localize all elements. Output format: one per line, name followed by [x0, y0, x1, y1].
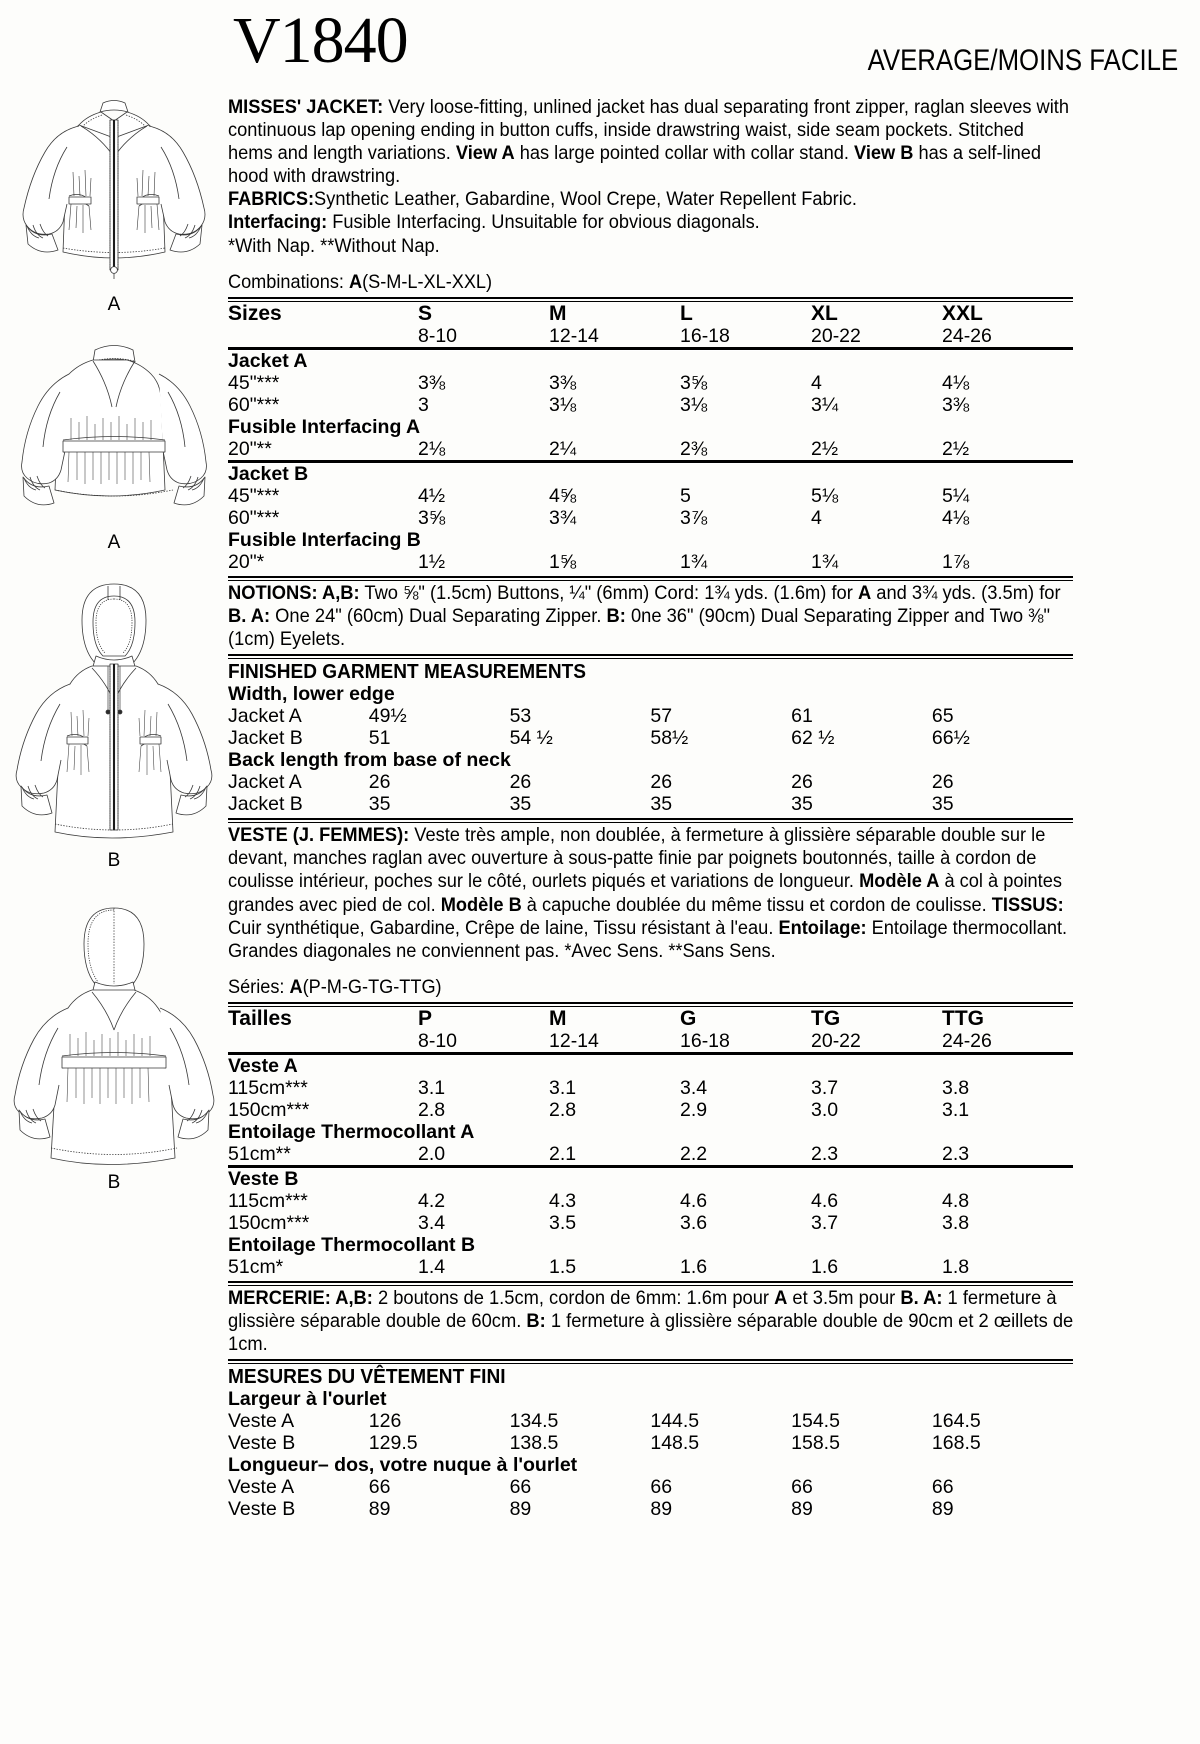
table-row [228, 485, 1073, 507]
row-value: 2.9 [680, 1098, 708, 1121]
table-row [228, 507, 1073, 529]
row-value: 35 [650, 793, 673, 816]
row-value: 26 [368, 771, 391, 794]
row-value: 168.5 [931, 1432, 981, 1455]
row-value: 4½ [418, 484, 446, 507]
row-value: 53 [509, 705, 532, 728]
series-sizes: (P-M-G-TG-TTG) [302, 975, 442, 998]
row-value: 57 [650, 705, 673, 728]
illustration-label: A [107, 532, 121, 553]
row-value: 3.5 [549, 1211, 577, 1234]
row-value: 4.3 [549, 1189, 577, 1212]
row-value: 3.7 [811, 1076, 839, 1099]
table-row [228, 1410, 1073, 1432]
row-value: 66 [650, 1476, 673, 1499]
row-value: 1.4 [418, 1255, 446, 1278]
table-row [228, 551, 1073, 573]
row-value: 3 [418, 393, 429, 416]
table-row [228, 771, 1073, 793]
row-value: 138.5 [509, 1432, 559, 1455]
content-column [228, 96, 1073, 1520]
table-row [228, 793, 1073, 815]
row-value: 2.0 [418, 1142, 446, 1165]
row-value: 3¾ [549, 506, 577, 529]
column-header-number: 12-14 [549, 1029, 599, 1052]
row-value: 2⅜ [680, 437, 708, 460]
row-value: 26 [650, 771, 673, 794]
table-group-title-row [228, 529, 1073, 551]
group-title: Veste A [228, 1053, 1073, 1077]
row-value: 58½ [650, 727, 689, 750]
table-group-title-row [228, 1234, 1073, 1256]
row-value: 144.5 [650, 1410, 700, 1433]
group-title: Largeur à l'ourlet [228, 1388, 387, 1411]
row-value: 2.1 [549, 1142, 577, 1165]
row-value: 126 [368, 1410, 402, 1433]
row-value: 89 [509, 1498, 532, 1521]
english-finished-title: FINISHED GARMENT MEASUREMENTS [228, 660, 587, 684]
row-label: Veste B [228, 1498, 296, 1521]
row-value: 3⅜ [549, 371, 577, 394]
combinations-label: Combinations: [228, 270, 344, 293]
finished-rule [228, 654, 1073, 659]
row-label: 51cm** [228, 1142, 291, 1165]
group-title: Back length from base of neck [228, 749, 511, 772]
illustration-view-b-back [0, 902, 228, 1192]
row-value: 89 [791, 1498, 813, 1521]
table-group-title-row [228, 1121, 1073, 1143]
row-value: 164.5 [931, 1410, 981, 1433]
series-code: A [289, 975, 303, 998]
row-value: 3.0 [811, 1098, 839, 1121]
row-value: 2.8 [549, 1098, 577, 1121]
row-label: 150cm*** [228, 1098, 310, 1121]
row-value: 66 [791, 1476, 813, 1499]
row-label: Veste A [228, 1476, 295, 1499]
difficulty-label: AVERAGE/MOINS FACILE [867, 44, 1178, 77]
group-title: Jacket A [228, 348, 1073, 372]
row-label: 60"*** [228, 506, 280, 529]
row-value: 26 [509, 771, 532, 794]
french-rule [228, 818, 1073, 823]
table-row [228, 1190, 1073, 1212]
illustration-view-a-back [0, 330, 228, 552]
table-subheader-row [228, 1030, 1073, 1054]
row-label: Veste A [228, 1410, 295, 1433]
row-value: 49½ [368, 705, 407, 728]
combinations-code: A [348, 270, 363, 293]
column-header-number: 16-18 [680, 1029, 730, 1052]
row-label: Jacket A [228, 771, 302, 794]
spacer-cell [228, 1030, 418, 1054]
row-value: 2.8 [418, 1098, 446, 1121]
row-value: 35 [509, 793, 532, 816]
row-value: 1.6 [811, 1255, 839, 1278]
row-label: Jacket B [228, 793, 303, 816]
english-description: MISSES' JACKET: Very loose-fitting, unlined jacket has dual separating front zipper, raglan sleeves with continuous lap opening ending in button cuffs, inside drawstring waist, side seam pockets. Stitched hems and length variations. View A has large pointed collar with collar stand. View B has a self-lined hood with drawstring. FABRICS:Synthetic Leather, Gabardine, Wool Crepe, Water Repellent Fabric. Interfacing: Fusible Interfacing. Unsuitable for obvious diagonals. *With Nap. **Without Nap. [228, 96, 1069, 257]
english-finished-body [228, 683, 1073, 815]
table-group-title-row [228, 461, 1073, 485]
row-value: 26 [931, 771, 954, 794]
illustration-label: A [107, 294, 121, 315]
group-title: Fusible Interfacing A [228, 415, 421, 438]
row-value: 4 [811, 371, 822, 394]
table-header-row [228, 1008, 1073, 1030]
row-value: 66½ [931, 727, 970, 750]
row-value: 1.8 [942, 1255, 970, 1278]
row-value: 1⅝ [549, 550, 577, 573]
column-header-size: P [418, 1006, 433, 1030]
column-header-number: 20-22 [811, 1029, 861, 1052]
table-row [228, 1077, 1073, 1099]
row-value: 2⅛ [418, 437, 446, 460]
row-label: 150cm*** [228, 1211, 310, 1234]
row-value: 154.5 [791, 1410, 840, 1433]
row-value: 3⅜ [942, 393, 970, 416]
table-row [228, 1099, 1073, 1121]
table-row [228, 394, 1073, 416]
row-value: 3⅛ [549, 393, 577, 416]
column-header-size: S [418, 301, 433, 325]
row-value: 4.6 [680, 1189, 708, 1212]
illustration-column [0, 92, 228, 1382]
row-value: 134.5 [509, 1410, 559, 1433]
row-value: 3.8 [942, 1076, 970, 1099]
column-header-label: Sizes [228, 301, 282, 325]
row-value: 4.6 [811, 1189, 839, 1212]
mercerie-rule [228, 1281, 1073, 1286]
table-group-title-row [228, 683, 1073, 705]
row-label: 60"*** [228, 393, 280, 416]
row-value: 5 [680, 484, 691, 507]
french-description: VESTE (J. FEMMES): Veste très ample, non doublée, à fermeture à glissière séparable double sur le devant, manches raglan avec ouverture à sous-patte finie par poignets boutonnés, taille à cordon de coulisse intérieur, poches sur le côté, ourlets piqués et variations de longueur. Modèle A à col à pointes grandes avec pied de col. Modèle B à capuche doublée du même tissu et cordon de coulisse. TISSUS: Cuir synthétique, Gabardine, Crêpe de laine, Tissu résistant à l'eau. Entoilage: Entoilage thermocollant. Grandes diagonales ne conviennent pas. *Avec Sens. **Sans Sens. [228, 824, 1068, 962]
table-row [228, 1256, 1073, 1278]
column-header-number: 8-10 [418, 1029, 458, 1052]
technical-drawing-a-back [9, 330, 219, 530]
column-header-size: TG [811, 1006, 841, 1030]
column-header-number: 20-22 [811, 324, 861, 347]
row-value: 1.5 [549, 1255, 577, 1278]
row-value: 5⅛ [811, 484, 839, 507]
row-value: 62 ½ [791, 727, 835, 750]
table-group-title-row [228, 1166, 1073, 1190]
row-value: 2½ [811, 437, 839, 460]
spacer-cell [228, 325, 418, 349]
row-value: 35 [931, 793, 954, 816]
row-value: 3.4 [418, 1211, 446, 1234]
row-value: 4.8 [942, 1189, 970, 1212]
row-label: Jacket A [228, 705, 302, 728]
french-finished-table [228, 1388, 1073, 1520]
row-value: 1¾ [680, 550, 708, 573]
row-value: 66 [509, 1476, 532, 1499]
row-value: 2.3 [942, 1142, 970, 1165]
group-title: Fusible Interfacing B [228, 528, 421, 551]
column-header-number: 16-18 [680, 324, 730, 347]
french-yardage-table [228, 1008, 1073, 1278]
row-value: 54 ½ [509, 727, 553, 750]
table-group-title-row [228, 416, 1073, 438]
row-value: 51 [368, 727, 391, 750]
row-label: 45"*** [228, 484, 280, 507]
row-value: 26 [791, 771, 813, 794]
table-group-title-row [228, 1388, 1073, 1410]
row-value: 35 [368, 793, 391, 816]
table-group-title-row [228, 749, 1073, 771]
row-value: 3⅜ [418, 371, 446, 394]
row-value: 66 [368, 1476, 391, 1499]
row-value: 2½ [942, 437, 970, 460]
column-header-size: L [680, 301, 693, 325]
column-header-number: 12-14 [549, 324, 599, 347]
row-label: 51cm* [228, 1255, 284, 1278]
table-rule-top [228, 297, 1073, 302]
illustration-label: B [107, 850, 121, 871]
column-header-label: Tailles [228, 1006, 292, 1030]
group-title: Longueur– dos, votre nuque à l'ourlet [228, 1454, 578, 1477]
row-value: 2.3 [811, 1142, 839, 1165]
table-subheader-row [228, 325, 1073, 349]
table-group-title-row [228, 348, 1073, 372]
row-value: 89 [931, 1498, 954, 1521]
row-value: 89 [368, 1498, 391, 1521]
row-value: 2.2 [680, 1142, 708, 1165]
row-value: 3⅝ [418, 506, 446, 529]
row-label: 115cm*** [228, 1076, 308, 1099]
row-label: 115cm*** [228, 1189, 308, 1212]
table-row [228, 727, 1073, 749]
table-row [228, 438, 1073, 462]
table-row [228, 372, 1073, 394]
group-title: Width, lower edge [228, 683, 395, 706]
row-value: 35 [791, 793, 813, 816]
row-value: 1.6 [680, 1255, 708, 1278]
page-title: V1840 [233, 4, 408, 77]
row-value: 2¼ [549, 437, 577, 460]
column-header-size: M [549, 301, 567, 325]
row-value: 89 [650, 1498, 673, 1521]
row-label: Veste B [228, 1432, 296, 1455]
row-value: 3.8 [942, 1211, 970, 1234]
column-header-size: M [549, 1006, 567, 1030]
row-label: 20"* [228, 550, 265, 573]
row-value: 1½ [418, 550, 446, 573]
row-value: 3⅝ [680, 371, 708, 394]
group-title: Entoilage Thermocollant B [228, 1233, 476, 1256]
row-value: 5¼ [942, 484, 970, 507]
series-label: Séries: [228, 975, 285, 998]
english-finished-table [228, 683, 1073, 815]
table-row [228, 1143, 1073, 1167]
row-value: 148.5 [650, 1432, 700, 1455]
row-value: 3.1 [942, 1098, 970, 1121]
french-table-body [228, 1008, 1073, 1278]
row-value: 4.2 [418, 1189, 446, 1212]
technical-drawing-b-front [9, 580, 219, 848]
illustration-view-a-front [0, 92, 228, 314]
row-value: 4⅝ [549, 484, 577, 507]
row-value: 4⅛ [942, 371, 970, 394]
column-header-number: 8-10 [418, 324, 458, 347]
english-notions: NOTIONS: A,B: Two ⅝" (1.5cm) Buttons, ¼" (6mm) Cord: 1¾ yds. (1.6m) for A and 3¾ yds. (3.5m) for B. A: One 24" (60cm) Dual Separating Zipper. B: 0ne 36" (90cm) Dual Separating Zipper and Two ⅜" (1cm) Eyelets. [228, 581, 1061, 651]
row-label: Jacket B [228, 727, 303, 750]
group-title: Veste B [228, 1166, 1073, 1190]
header [0, 0, 1200, 92]
row-value: 3.4 [680, 1076, 708, 1099]
english-yardage-table [228, 303, 1073, 573]
column-header-number: 24-26 [942, 1029, 992, 1052]
table-row [228, 1498, 1073, 1520]
column-header-size: TTG [942, 1006, 984, 1030]
table-row [228, 1212, 1073, 1234]
group-title: Entoilage Thermocollant A [228, 1120, 475, 1143]
table-header-row [228, 303, 1073, 325]
row-value: 3.6 [680, 1211, 708, 1234]
row-value: 1⅞ [942, 550, 970, 573]
technical-drawing-a-front [9, 92, 219, 292]
notions-rule [228, 576, 1073, 581]
illustration-label: B [107, 1172, 121, 1193]
table-row [228, 1432, 1073, 1454]
combinations-sizes: (S-M-L-XL-XXL) [362, 270, 493, 293]
row-value: 65 [931, 705, 954, 728]
column-header-number: 24-26 [942, 324, 992, 347]
row-value: 158.5 [791, 1432, 840, 1455]
column-header-size: G [680, 1006, 697, 1030]
row-value: 3¼ [811, 393, 839, 416]
table-group-title-row [228, 1053, 1073, 1077]
row-value: 3⅛ [680, 393, 708, 416]
technical-drawing-b-back [9, 902, 219, 1170]
combinations-line [228, 271, 1072, 294]
french-notions: MERCERIE: A,B: 2 boutons de 1.5cm, cordon de 6mm: 1.6m pour A et 3.5m pour B. A: 1 fermeture à glissière séparable double de 60cm. B: 1 fermeture à glissière séparable double de 90cm et 2 œillets de 1cm. [228, 1286, 1074, 1356]
table-row [228, 1476, 1073, 1498]
french-finished-body [228, 1388, 1073, 1520]
illustration-view-b-front [0, 580, 228, 870]
table-group-title-row [228, 1454, 1073, 1476]
mesures-rule [228, 1359, 1073, 1364]
table-row [228, 705, 1073, 727]
group-title: Jacket B [228, 461, 1073, 485]
english-table-body [228, 303, 1073, 573]
column-header-size: XXL [942, 301, 983, 325]
row-value: 61 [791, 705, 813, 728]
row-value: 3⅞ [680, 506, 708, 529]
series-line [228, 976, 1072, 999]
row-value: 3.1 [549, 1076, 577, 1099]
row-value: 1¾ [811, 550, 839, 573]
row-value: 4⅛ [942, 506, 970, 529]
column-header-size: XL [811, 301, 838, 325]
row-value: 129.5 [368, 1432, 418, 1455]
row-value: 3.1 [418, 1076, 446, 1099]
row-value: 4 [811, 506, 822, 529]
french-finished-title: MESURES DU VÊTEMENT FINI [228, 1365, 506, 1389]
row-label: 45"*** [228, 371, 280, 394]
row-value: 3.7 [811, 1211, 839, 1234]
row-value: 66 [931, 1476, 954, 1499]
row-label: 20"** [228, 437, 272, 460]
